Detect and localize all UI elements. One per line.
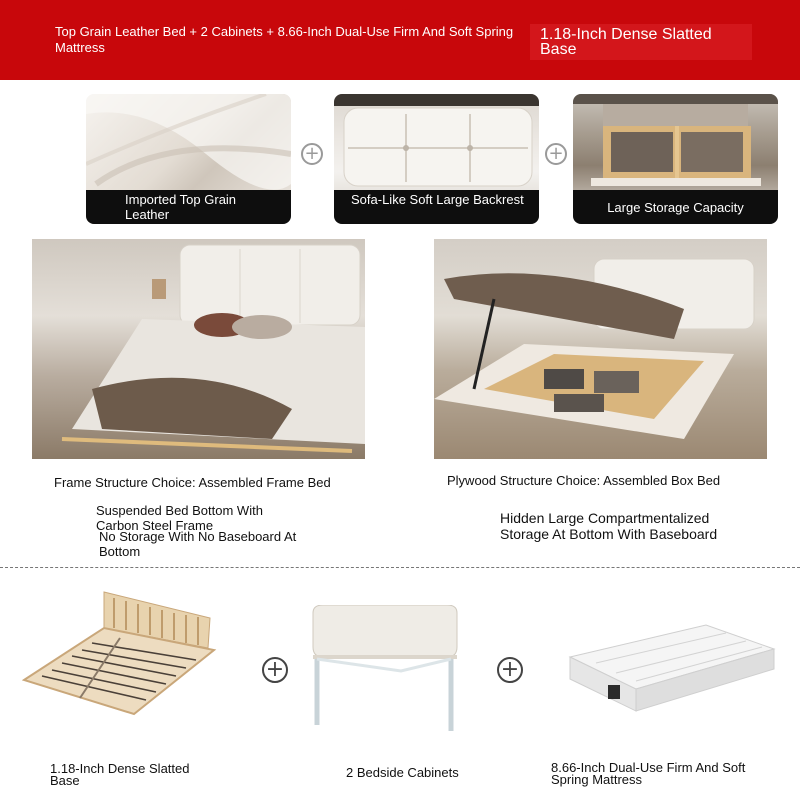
feature-caption: Large Storage Capacity <box>573 190 778 224</box>
plus-icon: + <box>301 143 323 165</box>
frame-note-suspended: Suspended Bed Bottom With Carbon Steel Frame <box>96 503 263 533</box>
header-banner <box>0 0 800 80</box>
frame-structure-choice: Frame Structure Choice: Assembled Frame Bed <box>54 475 331 490</box>
product-label-mattress: 8.66-Inch Dual-Use Firm And Soft Spring Mattress <box>551 760 746 787</box>
feature-caption: Sofa-Like Soft Large Backrest <box>334 190 539 224</box>
product-label-cabinets: 2 Bedside Cabinets <box>346 765 459 780</box>
bedside-cabinet-icon <box>311 605 459 735</box>
feature-card-storage <box>573 94 778 224</box>
plus-icon: + <box>545 143 567 165</box>
box-bed-icon <box>434 239 767 459</box>
product-label-slatted-base: 1.18-Inch Dense Slatted Base <box>50 761 190 788</box>
feature-card-backrest <box>334 94 539 224</box>
box-note-storage: Hidden Large Compartmentalized Storage At Bottom With Baseboard <box>500 510 718 542</box>
spring-mattress-product <box>566 623 776 715</box>
feature-caption: Imported Top Grain Leather <box>86 190 291 224</box>
section-divider <box>0 567 800 568</box>
plywood-structure-choice: Plywood Structure Choice: Assembled Box Bed <box>447 473 721 488</box>
frame-bed-photo <box>32 239 365 459</box>
bedside-cabinet-product <box>311 605 459 735</box>
header-badge: 1.18-Inch Dense Slatted Base <box>530 24 752 60</box>
frame-bed-icon <box>32 239 365 459</box>
plus-icon: + <box>262 657 288 683</box>
feature-card-leather <box>86 94 291 224</box>
slatted-base-product <box>22 588 218 728</box>
slatted-base-icon <box>22 588 218 728</box>
frame-note-no-storage: No Storage With No Baseboard At Bottom <box>99 529 297 559</box>
box-bed-photo <box>434 239 767 459</box>
spring-mattress-icon <box>566 623 776 715</box>
header-title: Top Grain Leather Bed + 2 Cabinets + 8.66-Inch Dual-Use Firm And Soft Spring Mattress <box>55 24 514 55</box>
plus-icon: + <box>497 657 523 683</box>
